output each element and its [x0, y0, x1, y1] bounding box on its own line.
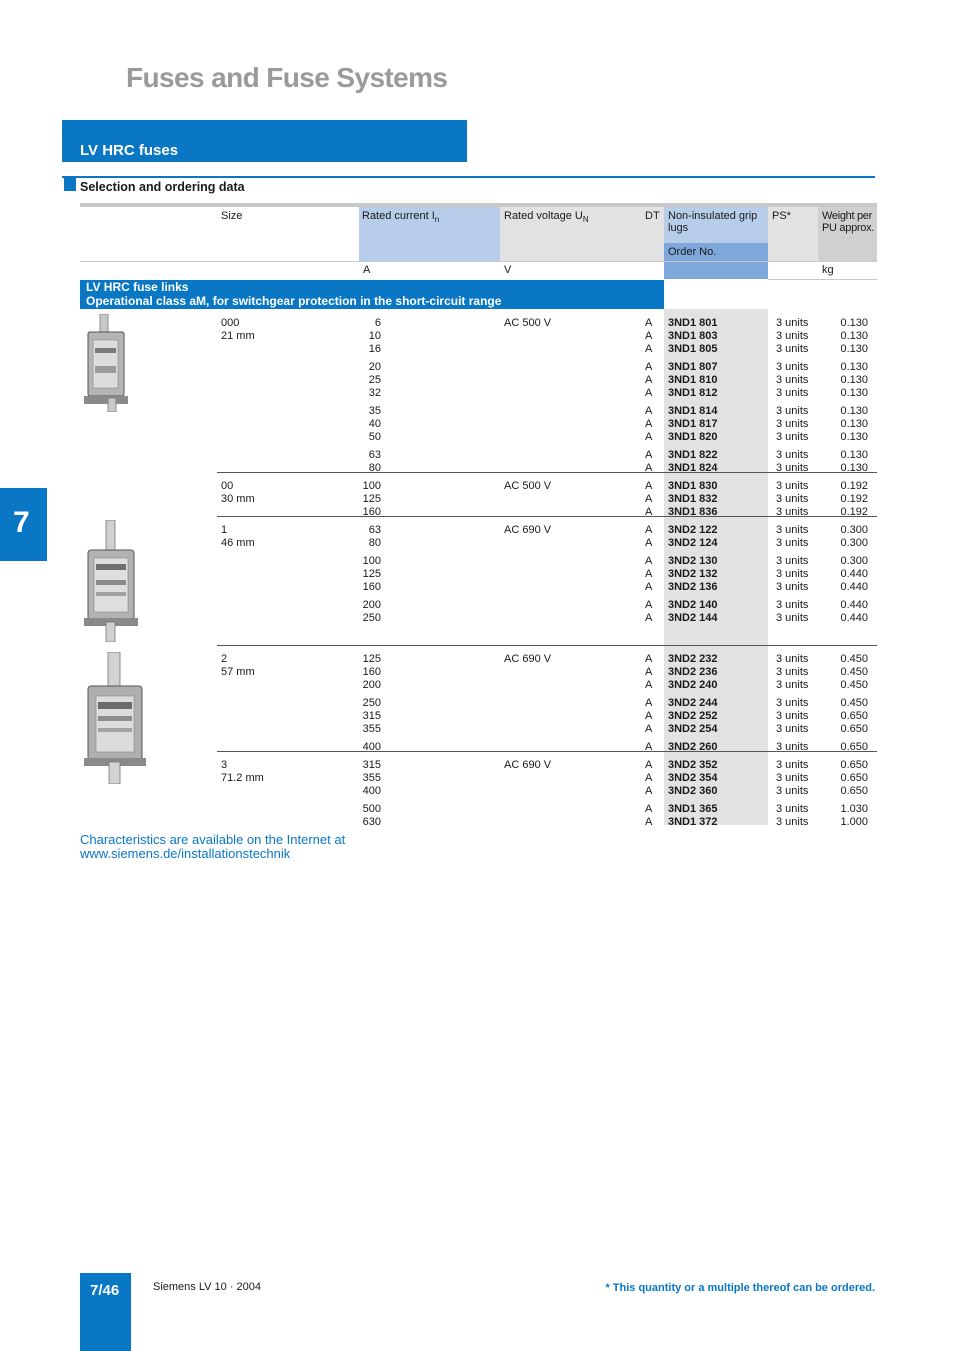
rated-current: 35	[368, 405, 381, 417]
delivery-time: A	[645, 405, 653, 417]
delivery-time: A	[645, 759, 653, 771]
weight: 1.000	[840, 816, 868, 828]
order-number[interactable]: 3ND2 354	[668, 772, 718, 784]
weight: 0.440	[840, 612, 868, 624]
weight: 0.450	[840, 697, 868, 709]
rated-current: 16	[368, 343, 381, 355]
delivery-time: A	[645, 343, 653, 355]
order-number[interactable]: 3ND1 365	[668, 803, 718, 815]
group-subtitle: Operational class aM, for switchgear protection in the short-circuit range	[86, 294, 502, 308]
packing-size: 3 units	[776, 666, 809, 678]
weight: 0.192	[840, 506, 868, 518]
rated-current: 160	[362, 581, 381, 593]
packing-size: 3 units	[776, 387, 809, 399]
weight: 0.650	[840, 741, 868, 753]
col-header-ps: PS*	[772, 210, 791, 222]
packing-size: 3 units	[776, 723, 809, 735]
rated-voltage: AC 500 V	[504, 317, 552, 329]
rated-current: 250	[362, 612, 381, 624]
packing-size: 3 units	[776, 599, 809, 611]
size-label: 00	[221, 480, 234, 492]
packing-size: 3 units	[776, 816, 809, 828]
order-number[interactable]: 3ND1 372	[668, 816, 718, 828]
packing-size: 3 units	[776, 697, 809, 709]
weight: 1.030	[840, 803, 868, 815]
size-label: 3	[221, 759, 228, 771]
weight: 0.192	[840, 480, 868, 492]
unit-voltage: V	[504, 264, 512, 276]
size-dimension: 21 mm	[221, 330, 255, 342]
group-header	[80, 280, 664, 309]
delivery-time: A	[645, 568, 653, 580]
rated-voltage: AC 500 V	[504, 480, 552, 492]
packing-size: 3 units	[776, 568, 809, 580]
weight: 0.650	[840, 785, 868, 797]
section-header	[62, 120, 467, 162]
rated-current: 160	[362, 506, 381, 518]
header-divider	[80, 261, 877, 262]
delivery-time: A	[645, 480, 653, 492]
rated-current: 100	[362, 555, 381, 567]
packing-size: 3 units	[776, 330, 809, 342]
packing-size: 3 units	[776, 374, 809, 386]
weight: 0.130	[840, 374, 868, 386]
fuse-1-image	[84, 520, 138, 642]
order-number[interactable]: 3ND1 812	[668, 387, 718, 399]
packing-size: 3 units	[776, 449, 809, 461]
packing-size: 3 units	[776, 317, 809, 329]
characteristics-note-text: Characteristics are available on the Internet at	[80, 832, 346, 847]
delivery-time: A	[645, 666, 653, 678]
order-number[interactable]: 3ND2 254	[668, 723, 718, 735]
size-group-divider	[217, 645, 877, 646]
weight: 0.450	[840, 679, 868, 691]
rated-voltage: AC 690 V	[504, 653, 552, 665]
weight: 0.130	[840, 343, 868, 355]
fuse-2-image	[84, 652, 146, 784]
page-number: 7/46	[90, 1282, 120, 1299]
order-number[interactable]: 3ND2 360	[668, 785, 718, 797]
weight: 0.440	[840, 568, 868, 580]
delivery-time: A	[645, 361, 653, 373]
packing-size: 3 units	[776, 679, 809, 691]
order-number[interactable]: 3ND1 807	[668, 361, 718, 373]
order-number[interactable]: 3ND1 830	[668, 480, 718, 492]
delivery-time: A	[645, 506, 653, 518]
size-dimension: 71.2 mm	[221, 772, 264, 784]
weight: 0.300	[840, 555, 868, 567]
delivery-time: A	[645, 803, 653, 815]
rated-current: 250	[362, 697, 381, 709]
packing-size: 3 units	[776, 555, 809, 567]
packing-size: 3 units	[776, 431, 809, 443]
rated-current: 40	[368, 418, 381, 430]
rated-current: 125	[362, 568, 381, 580]
size-dimension: 57 mm	[221, 666, 255, 678]
rated-current: 80	[368, 462, 381, 474]
order-number[interactable]: 3ND1 810	[668, 374, 718, 386]
packing-size: 3 units	[776, 653, 809, 665]
delivery-time: A	[645, 431, 653, 443]
packing-size: 3 units	[776, 612, 809, 624]
rated-current: 630	[362, 816, 381, 828]
packing-size: 3 units	[776, 480, 809, 492]
order-number[interactable]: 3ND2 144	[668, 612, 718, 624]
col-header-size: Size	[221, 210, 243, 222]
rated-current: 50	[368, 431, 381, 443]
delivery-time: A	[645, 697, 653, 709]
weight: 0.130	[840, 449, 868, 461]
rated-current: 10	[368, 330, 381, 342]
delivery-time: A	[645, 816, 653, 828]
subsection-marker	[64, 178, 76, 191]
order-number[interactable]: 3ND2 240	[668, 679, 718, 691]
rated-current: 20	[368, 361, 381, 373]
packing-size: 3 units	[776, 405, 809, 417]
rated-current: 500	[362, 803, 381, 815]
packing-size: 3 units	[776, 537, 809, 549]
rated-current: 80	[368, 537, 381, 549]
delivery-time: A	[645, 387, 653, 399]
delivery-time: A	[645, 772, 653, 784]
order-number[interactable]: 3ND1 801	[668, 317, 718, 329]
packing-size: 3 units	[776, 418, 809, 430]
delivery-time: A	[645, 524, 653, 536]
subsection-title: Selection and ordering data	[80, 180, 245, 194]
delivery-time: A	[645, 555, 653, 567]
delivery-time: A	[645, 741, 653, 753]
unit-current: A	[363, 264, 371, 276]
col-header-dt: DT	[645, 210, 660, 222]
delivery-time: A	[645, 418, 653, 430]
rated-voltage: AC 690 V	[504, 759, 552, 771]
delivery-time: A	[645, 723, 653, 735]
characteristics-link[interactable]: www.siemens.de/installationstechnik	[80, 846, 291, 861]
delivery-time: A	[645, 462, 653, 474]
rated-current: 25	[368, 374, 381, 386]
rated-current: 200	[362, 679, 381, 691]
rated-current: 125	[362, 653, 381, 665]
packing-size: 3 units	[776, 506, 809, 518]
packing-size: 3 units	[776, 524, 809, 536]
rated-current: 315	[362, 759, 381, 771]
size-dimension: 46 mm	[221, 537, 255, 549]
delivery-time: A	[645, 653, 653, 665]
packing-size: 3 units	[776, 343, 809, 355]
rated-current: 63	[368, 449, 381, 461]
delivery-time: A	[645, 612, 653, 624]
delivery-time: A	[645, 710, 653, 722]
weight: 0.650	[840, 759, 868, 771]
order-number[interactable]: 3ND1 803	[668, 330, 718, 342]
characteristics-note	[80, 833, 345, 861]
order-number[interactable]: 3ND1 820	[668, 431, 718, 443]
packing-size: 3 units	[776, 759, 809, 771]
col-header-order-desc: Non-insulated grip lugs	[668, 210, 758, 234]
size-label: 2	[221, 653, 228, 665]
weight: 0.130	[840, 462, 868, 474]
rated-current: 400	[362, 785, 381, 797]
weight: 0.192	[840, 493, 868, 505]
packing-size: 3 units	[776, 462, 809, 474]
rated-current: 100	[362, 480, 381, 492]
rated-current: 200	[362, 599, 381, 611]
rated-current: 355	[362, 723, 381, 735]
rated-current: 160	[362, 666, 381, 678]
delivery-time: A	[645, 537, 653, 549]
weight: 0.650	[840, 710, 868, 722]
weight: 0.440	[840, 599, 868, 611]
order-number[interactable]: 3ND2 260	[668, 741, 718, 753]
order-number[interactable]: 3ND1 836	[668, 506, 718, 518]
packing-size: 3 units	[776, 785, 809, 797]
packing-size: 3 units	[776, 803, 809, 815]
rated-current: 32	[368, 387, 381, 399]
delivery-time: A	[645, 449, 653, 461]
packing-size: 3 units	[776, 361, 809, 373]
page-number-box	[80, 1273, 131, 1351]
weight: 0.130	[840, 361, 868, 373]
packing-size: 3 units	[776, 741, 809, 753]
section-title: LV HRC fuses	[80, 142, 179, 159]
rated-current: 400	[362, 741, 381, 753]
packing-size: 3 units	[776, 581, 809, 593]
weight: 0.440	[840, 581, 868, 593]
weight: 0.130	[840, 317, 868, 329]
weight: 0.130	[840, 387, 868, 399]
col-header-weight: Weight per PU approx.	[822, 210, 875, 234]
delivery-time: A	[645, 599, 653, 611]
unit-weight: kg	[822, 264, 834, 276]
order-number[interactable]: 3ND1 832	[668, 493, 718, 505]
delivery-time: A	[645, 493, 653, 505]
order-number[interactable]: 3ND2 232	[668, 653, 718, 665]
order-number[interactable]: 3ND1 814	[668, 405, 718, 417]
packing-size: 3 units	[776, 710, 809, 722]
order-number[interactable]: 3ND1 824	[668, 462, 718, 474]
header-divider-units	[768, 279, 877, 280]
weight: 0.130	[840, 405, 868, 417]
rated-current: 63	[368, 524, 381, 536]
weight: 0.300	[840, 524, 868, 536]
chapter-tab[interactable]	[0, 488, 47, 561]
publication-info: Siemens LV 10 · 2004	[153, 1281, 262, 1293]
weight: 0.650	[840, 772, 868, 784]
weight: 0.130	[840, 431, 868, 443]
size-label: 1	[221, 524, 228, 536]
delivery-time: A	[645, 317, 653, 329]
delivery-time: A	[645, 785, 653, 797]
col-header-current: Rated current $I_n$	[362, 210, 440, 225]
rated-current: 6	[374, 317, 381, 329]
delivery-time: A	[645, 679, 653, 691]
delivery-time: A	[645, 374, 653, 386]
weight: 0.130	[840, 330, 868, 342]
group-title: LV HRC fuse links	[86, 280, 189, 294]
weight: 0.450	[840, 666, 868, 678]
order-number[interactable]: 3ND2 132	[668, 568, 718, 580]
weight: 0.300	[840, 537, 868, 549]
rated-current: 355	[362, 772, 381, 784]
order-number[interactable]: 3ND2 236	[668, 666, 718, 678]
order-number[interactable]: 3ND2 140	[668, 599, 718, 611]
fuse-000-image	[84, 314, 130, 412]
order-number[interactable]: 3ND2 352	[668, 759, 718, 771]
order-number[interactable]: 3ND2 124	[668, 537, 718, 549]
rated-current: 315	[362, 710, 381, 722]
col-header-voltage: Rated voltage $U_N$	[504, 210, 589, 225]
order-number[interactable]: 3ND1 817	[668, 418, 718, 430]
section-rule	[62, 176, 875, 178]
order-number[interactable]: 3ND2 244	[668, 697, 718, 709]
footer-note: * This quantity or a multiple thereof can be ordered.	[605, 1282, 875, 1294]
packing-size: 3 units	[776, 772, 809, 784]
order-number[interactable]: 3ND1 805	[668, 343, 718, 355]
order-number[interactable]: 3ND2 136	[668, 581, 718, 593]
delivery-time: A	[645, 581, 653, 593]
chapter-tab-label: 7	[13, 506, 30, 539]
order-number[interactable]: 3ND1 822	[668, 449, 718, 461]
order-number[interactable]: 3ND2 252	[668, 710, 718, 722]
order-number[interactable]: 3ND2 130	[668, 555, 718, 567]
col-header-order-no: Order No.	[668, 246, 717, 258]
weight: 0.450	[840, 653, 868, 665]
weight: 0.650	[840, 723, 868, 735]
size-dimension: 30 mm	[221, 493, 255, 505]
packing-size: 3 units	[776, 493, 809, 505]
delivery-time: A	[645, 330, 653, 342]
rated-voltage: AC 690 V	[504, 524, 552, 536]
size-label: 000	[221, 317, 240, 329]
order-number[interactable]: 3ND2 122	[668, 524, 718, 536]
rated-current: 125	[362, 493, 381, 505]
weight: 0.130	[840, 418, 868, 430]
page-title: Fuses and Fuse Systems	[126, 62, 448, 93]
